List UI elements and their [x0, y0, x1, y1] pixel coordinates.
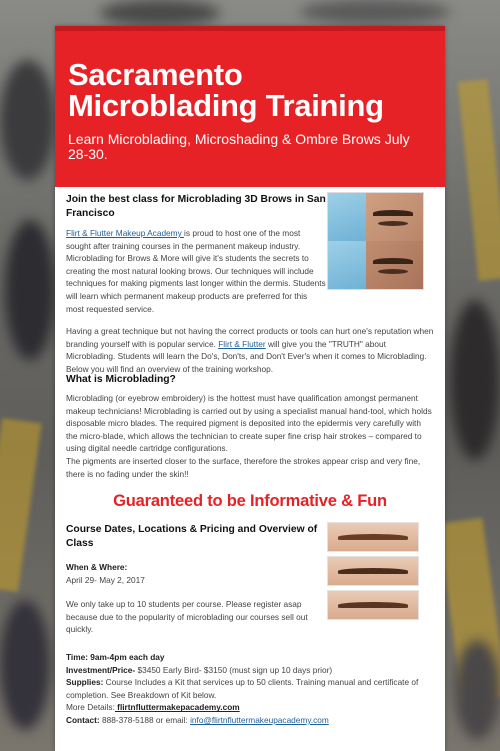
- intro-text-2b: will give you the "TRUTH" about Microblading. Students will learn the Do's, Don'ts, and Don't Ever's when it comes to Microblading. Below you will find an overview of the training workshop.: [66, 338, 427, 374]
- intro-continued: [66, 325, 434, 375]
- course-heading: Course Dates, Locations & Pricing and Overview of Class: [66, 524, 318, 549]
- intro-text-2a: Having a great technique but not having the correct products or tools can hurt one's reputation when branding yourself with is popular service.: [66, 326, 434, 349]
- contact-value: 888-378-5188 or email:: [99, 714, 191, 725]
- what-is-heading: What is Microblading?: [66, 374, 176, 385]
- academy-link[interactable]: Flirt & Flutter Makeup Academy: [66, 228, 185, 238]
- page-title: [68, 59, 384, 121]
- newsletter-card: [55, 26, 445, 751]
- eyebrow-photo-3: [327, 590, 419, 620]
- what-is-paragraph-1: Microblading (or eyebrow embroidery) is the hottest must have qualification amongst permanent makeup technicians! Microblading is carried out by using a specialist manual hand-tool, which holds disposable micro blades. The required pigment is deposited into the epidermis very carefully with the micro-blade, which allows the technician to create super fine crisp hair strokes – compared to using digital needle cartridge configurations.: [66, 393, 432, 454]
- flirt-flutter-link[interactable]: Flirt & Flutter: [218, 338, 266, 349]
- details-line: [66, 701, 434, 714]
- eyebrow-photo-1: [327, 522, 419, 552]
- intro-heading: Join the best class for Microblading 3D Brows in San Francisco: [66, 194, 326, 219]
- supplies-value: Course Includes a Kit that services up to 50 clients. Training manual and certificate of completion. See Breakdown of Kit below.: [66, 677, 419, 700]
- title-line-2: Microblading Training: [68, 88, 384, 123]
- details-label: More Details:: [66, 702, 115, 713]
- contact-label: Contact:: [66, 714, 100, 725]
- contact-line: [66, 714, 434, 727]
- what-is-section: [66, 373, 434, 480]
- guaranteed-heading: Guaranteed to be Informative & Fun: [113, 492, 387, 510]
- class-size-note: We only take up to 10 students per course. Please register asap because due to the popularity of microblading our courses sell out quickly.: [66, 599, 308, 635]
- price-label: Investment/Price-: [66, 664, 136, 675]
- title-line-1: Sacramento: [68, 57, 243, 92]
- intro-section: [66, 193, 326, 315]
- page-subtitle: Learn Microblading, Microshading & Ombre Brows July 28-30.: [68, 131, 410, 162]
- what-is-paragraph-2: The pigments are inserted closer to the surface, therefore the strokes appear crisp and very fine, there is no fading under the skin!!: [66, 455, 421, 479]
- course-info-list: [66, 651, 434, 727]
- eyebrow-photo-2: [327, 556, 419, 586]
- time-text: Time: 9am-4pm each day: [66, 652, 165, 662]
- header-banner: [55, 26, 445, 187]
- price-line: [66, 664, 434, 677]
- when-label: When & Where:: [66, 562, 128, 572]
- eyebrow-result-photos: [327, 522, 419, 624]
- course-details-section: [66, 523, 326, 636]
- when-value: April 29- May 2, 2017: [66, 574, 145, 585]
- email-link[interactable]: info@flirtnfluttermakeupacademy.com: [190, 714, 329, 725]
- details-link[interactable]: flirtnfluttermakepacademy.com: [114, 702, 240, 713]
- supplies-label: Supplies:: [66, 677, 104, 688]
- supplies-line: [66, 676, 434, 701]
- intro-text: is proud to host one of the most sought after training courses in the permanent makeup industry. Microblading for Brows & More will give it's students the secrets to creating the most natural looking brows. Our techniques will include techniques for making pigments last longer within the dermis. Students will learn which permanent makeup products are preferred for this most requested service.: [66, 228, 326, 314]
- intro-paragraph: [66, 227, 326, 315]
- price-value: $3450 Early Bird- $3150 (must sign up 10 days prior): [135, 664, 333, 675]
- eyebrow-before-after-photo: [327, 192, 424, 290]
